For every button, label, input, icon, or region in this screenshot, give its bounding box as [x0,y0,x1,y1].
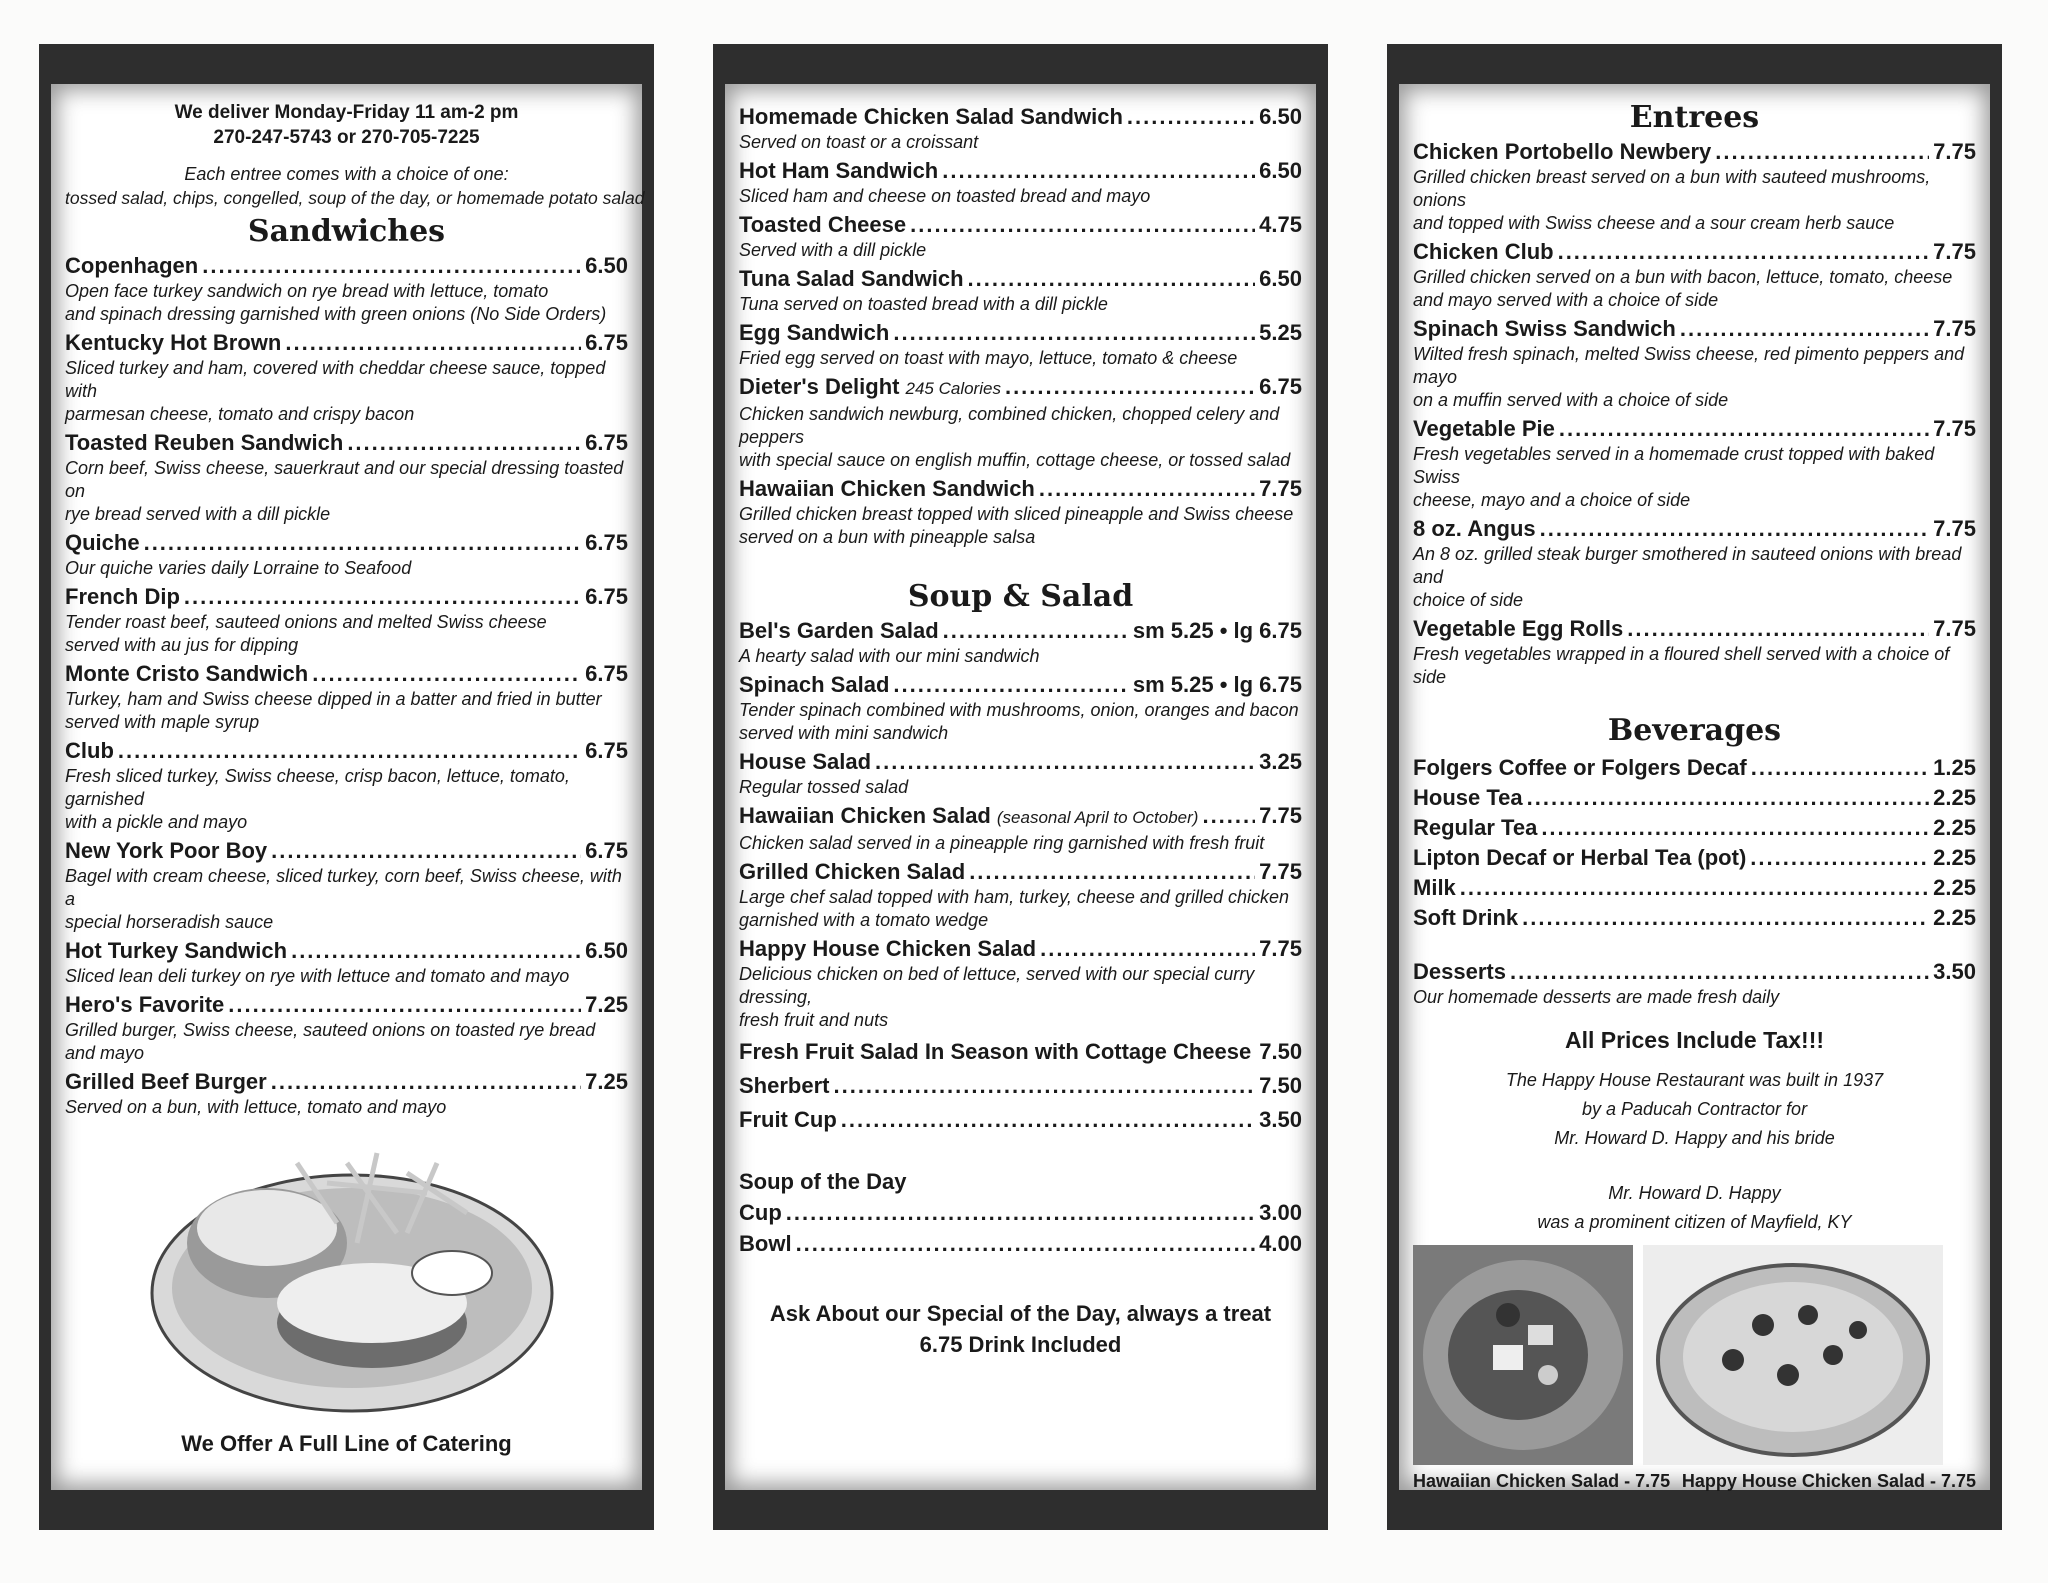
leader-dots [1680,315,1929,343]
item-price: 7.75 [1933,316,1976,341]
item-description: fresh fruit and nuts [739,1010,889,1030]
leader-dots [968,265,1256,293]
item-description: Sliced turkey and ham, covered with cheddar cheese sauce, topped with [65,358,606,401]
leader-dots [943,617,1129,645]
item-description: Chicken salad served in a pineapple ring garnished with fresh fruit [739,833,1265,853]
leader-dots [312,660,581,688]
menu-item [739,1038,1302,1066]
menu-item [1413,238,1976,312]
leader-dots [291,937,581,965]
item-name: Fresh Fruit Salad In Season with Cottage Cheese [739,1039,1252,1064]
item-description: Corn beef, Swiss cheese, sauerkraut and our special dressing toasted on [65,458,624,501]
item-name: Happy House Chicken Salad [739,936,1037,961]
photo-row [1413,1245,1976,1465]
fruit-list [739,1038,1302,1134]
item-name: Quiche [65,530,140,555]
leader-dots [841,1106,1255,1134]
delivery-phone: 270-247-5743 or 270-705-7225 [213,127,480,148]
menu-item [65,529,628,580]
menu-item [65,1068,628,1119]
item-price: 6.50 [1259,266,1302,291]
item-name: Chicken Portobello Newbery [1413,139,1712,164]
item-name: Milk [1413,875,1456,900]
item-price: 2.25 [1933,905,1976,930]
leader-dots [942,157,1255,185]
item-description: Served on a bun, with lettuce, tomato and mayo [65,1097,447,1117]
item-name: Cup [739,1200,782,1225]
item-price: 2.25 [1933,845,1976,870]
item-name: Soft Drink [1413,905,1519,930]
item-description: and mayo served with a choice of side [1413,290,1719,310]
item-name: Monte Cristo Sandwich [65,661,309,686]
item-price: 6.75 [585,584,628,609]
item-name: Club [65,738,114,763]
panel-content [1399,84,1990,1490]
menu-item [739,265,1302,316]
item-note: 245 Calories [905,379,1001,398]
item-name: Homemade Chicken Salad Sandwich [739,104,1123,129]
menu-item [739,802,1302,855]
entree-note: Each entree comes with a choice of one: [184,164,509,184]
menu-item [65,583,628,657]
menu-item [739,475,1302,549]
item-description: served on a bun with pineapple salsa [739,527,1036,547]
leader-dots [202,252,581,280]
item-name: Copenhagen [65,253,199,278]
item-name: Toasted Cheese [739,212,907,237]
item-description: Fresh vegetables served in a homemade crust topped with baked Swiss [1413,444,1935,487]
burger-photo [147,1123,557,1423]
item-name: Kentucky Hot Brown [65,330,282,355]
menu-item-desserts: Desserts ..... 3.50 Our homemade desserts are made fresh daily [1413,958,1976,1009]
item-description: served with au jus for dipping [65,635,299,655]
menu-item [739,1072,1302,1100]
item-price: 4.00 [1259,1231,1302,1256]
item-price: 3.50 [1259,1107,1302,1132]
item-price: 7.75 [1259,859,1302,884]
item-price: 2.25 [1933,785,1976,810]
menu-item [65,937,628,988]
item-name: Grilled Beef Burger [65,1069,267,1094]
item-description: Grilled chicken breast topped with sliced pineapple and Swiss cheese [739,504,1294,524]
item-price: 7.25 [585,1069,628,1094]
item-name: Grilled Chicken Salad [739,859,966,884]
item-description: served with maple syrup [65,712,260,732]
item-description: Chicken sandwich newburg, combined chicken, chopped celery and peppers [739,404,1280,447]
photo-caption-right: Happy House Chicken Salad - 7.75 [1681,1471,1976,1491]
menu-item [1413,415,1976,512]
item-description: Sliced ham and cheese on toasted bread and mayo [739,186,1151,206]
entree-list [1413,138,1976,689]
item-price: 3.25 [1259,749,1302,774]
item-description: rye bread served with a dill pickle [65,504,331,524]
menu-item [739,671,1302,745]
item-name: Hawaiian Chicken Salad [739,803,991,828]
item-name: New York Poor Boy [65,838,268,863]
leader-dots [893,319,1255,347]
item-price: 6.75 [585,738,628,763]
item-description: Grilled burger, Swiss cheese, sauteed onions on toasted rye bread and mayo [65,1020,596,1063]
menu-item [1413,904,1976,932]
menu-item [1413,138,1976,235]
leader-dots [184,583,581,611]
item-description: An 8 oz. grilled steak burger smothered in sauteed onions with bread and [1413,544,1962,587]
catering-note: We Offer A Full Line of Catering [181,1431,512,1456]
section-heading-entrees: Entrees [1629,100,1760,135]
item-price: 6.75 [1259,374,1302,399]
leader-dots [1527,784,1930,812]
menu-item [739,319,1302,370]
menu-item [1413,874,1976,902]
item-description: parmesan cheese, tomato and crispy bacon [65,404,415,424]
item-description: Fresh sliced turkey, Swiss cheese, crisp bacon, lettuce, tomato, garnished [65,766,570,809]
menu-panel-left [39,44,654,1530]
leader-dots [1559,415,1929,443]
photo-hawaiian-chicken-salad [1413,1245,1633,1465]
item-price: 2.25 [1933,815,1976,840]
leader-dots [1540,515,1930,543]
item-price: 6.75 [585,530,628,555]
item-description: A hearty salad with our mini sandwich [739,646,1040,666]
leader-dots [271,837,581,865]
item-name: Fruit Cup [739,1107,837,1132]
leader-dots [1541,814,1929,842]
item-name: Vegetable Pie [1413,416,1555,441]
beverage-list [1413,754,1976,932]
item-name: Dieter's Delight [739,374,900,399]
item-description: Fried egg served on toast with mayo, lettuce, tomato & cheese [739,348,1238,368]
leader-dots [1751,754,1929,782]
leader-dots [796,1230,1256,1258]
item-name: Bowl [739,1231,792,1256]
item-price: 7.50 [1259,1039,1303,1064]
leader-dots [271,1068,581,1096]
salad-list [739,617,1302,1032]
item-name: Hot Ham Sandwich [739,158,939,183]
item-price: 7.75 [1933,616,1976,641]
leader-dots [228,991,581,1019]
entree-note-options: tossed salad, chips, congelled, soup of the day, or homemade potato salad [65,188,645,208]
item-description: special horseradish sauce [65,912,274,932]
item-description: Regular tossed salad [739,777,909,797]
item-price: 6.50 [1259,104,1302,129]
sandwich-list-continued [739,103,1302,549]
menu-item [65,329,628,426]
item-price: 2.25 [1933,875,1976,900]
item-price: 5.25 [1259,320,1302,345]
menu-item [65,837,628,934]
item-price: 6.50 [585,253,628,278]
soup-list [739,1199,1302,1258]
item-description: Our quiche varies daily Lorraine to Seafood [65,558,412,578]
leader-dots [875,748,1255,776]
menu-item [1413,315,1976,412]
item-name: Egg Sandwich [739,320,890,345]
item-name: Sherbert [739,1073,830,1098]
item-name: Spinach Swiss Sandwich [1413,316,1676,341]
item-price: 6.50 [585,938,628,963]
drink-included: 6.75 Drink Included [919,1332,1122,1357]
item-description: choice of side [1413,590,1524,610]
item-price: 7.75 [1933,516,1976,541]
menu-item [739,1230,1302,1258]
item-name: French Dip [65,584,180,609]
item-name: Spinach Salad [739,672,890,697]
history-text: The Happy House Restaurant was built in 1937 by a Paducah Contractor for Mr. Howard D. Happy and his bride Mr. Howard D. Happy was a prominent citizen of Mayfield, KY [1505,1070,1884,1232]
leader-dots [347,429,581,457]
item-description: Served with a dill pickle [739,240,927,260]
item-name: Hot Turkey Sandwich [65,938,288,963]
item-description: Served on toast or a croissant [739,132,979,152]
soup-title: Soup of the Day [739,1169,907,1194]
item-name: Folgers Coffee or Folgers Decaf [1413,755,1747,780]
item-price: 6.75 [585,330,628,355]
item-description: Tender roast beef, sauteed onions and melted Swiss cheese [65,612,547,632]
item-description: Bagel with cream cheese, sliced turkey, corn beef, Swiss cheese, with a [65,866,622,909]
item-description: on a muffin served with a choice of side [1413,390,1729,410]
delivery-hours: We deliver Monday-Friday 11 am-2 pm [174,102,519,123]
menu-item [739,1106,1302,1134]
menu-item [739,373,1302,472]
item-name: Vegetable Egg Rolls [1413,616,1624,641]
leader-dots [1040,935,1255,963]
menu-panel-right [1387,44,2002,1530]
sandwich-list [65,252,628,1119]
item-name: House Salad [739,749,872,774]
item-price: 6.50 [1259,158,1302,183]
item-description: with special sauce on english muffin, cottage cheese, or tossed salad [739,450,1291,470]
leader-dots [1127,103,1255,131]
item-description: Grilled chicken breast served on a bun with sauteed mushrooms, onions [1413,167,1931,210]
item-price: 6.75 [585,838,628,863]
item-price: 6.75 [585,661,628,686]
section-heading-beverages: Beverages [1607,713,1782,748]
item-price: 7.75 [1259,476,1302,501]
menu-item [739,617,1302,668]
menu-item [1413,754,1976,782]
menu-item [65,429,628,526]
menu-item [1413,515,1976,612]
item-price: 7.75 [1933,139,1976,164]
leader-dots [118,737,581,765]
leader-dots [285,329,581,357]
item-name: Lipton Decaf or Herbal Tea (pot) [1413,845,1747,870]
menu-item [65,660,628,734]
menu-item [739,1199,1302,1227]
leader-dots [1202,802,1255,830]
item-price: 7.75 [1259,936,1302,961]
item-description: Delicious chicken on bed of lettuce, served with our special curry dressing, [739,964,1255,1007]
menu-item [1413,784,1976,812]
leader-dots [910,211,1255,239]
menu-item [1413,615,1976,689]
leader-dots [893,671,1128,699]
item-price: 7.50 [1259,1073,1302,1098]
leader-dots [1005,373,1255,401]
menu-item [739,157,1302,208]
item-name: Tuna Salad Sandwich [739,266,964,291]
item-name: Hero's Favorite [65,992,225,1017]
menu-item [739,103,1302,154]
menu-item [1413,844,1976,872]
item-description: Open face turkey sandwich on rye bread with lettuce, tomato [65,281,549,301]
item-price: 6.75 [585,430,628,455]
item-price: 7.75 [1259,803,1302,828]
item-description: Grilled chicken served on a bun with bacon, lettuce, tomato, cheese [1413,267,1953,287]
item-name: House Tea [1413,785,1523,810]
item-note: (seasonal April to October) [996,808,1199,827]
menu-item [739,748,1302,799]
photo-caption-left: Hawaiian Chicken Salad - 7.75 [1413,1471,1671,1491]
item-description: and topped with Swiss cheese and a sour cream herb sauce [1413,213,1895,233]
item-name: Hawaiian Chicken Sandwich [739,476,1035,501]
item-description: cheese, mayo and a choice of side [1413,490,1691,510]
leader-dots [144,529,582,557]
item-description: Wilted fresh spinach, melted Swiss cheese, red pimento peppers and mayo [1413,344,1965,387]
menu-item [739,935,1302,1032]
menu-panel-middle [713,44,1328,1530]
menu-item [65,737,628,834]
item-description: Tender spinach combined with mushrooms, onion, oranges and bacon [739,700,1299,720]
panel-content [51,84,645,1490]
item-name: Bel's Garden Salad [739,618,939,643]
menu-item [739,858,1302,932]
item-price: sm 5.25 • lg 6.75 [1132,618,1302,643]
leader-dots [786,1199,1255,1227]
item-description: Sliced lean deli turkey on rye with lettuce and tomato and mayo [65,966,570,986]
item-name: 8 oz. Angus [1413,516,1536,541]
item-name: Chicken Club [1413,239,1554,264]
leader-dots [1750,844,1929,872]
item-price: 7.75 [1933,239,1976,264]
item-price: 7.25 [585,992,628,1017]
item-description: Large chef salad topped with ham, turkey, cheese and grilled chicken [739,887,1289,907]
photo-captions [1413,1471,1976,1492]
item-price: 1.25 [1933,755,1976,780]
leader-dots [1522,904,1929,932]
section-heading-sandwiches: Sandwiches [247,214,446,249]
item-description: Turkey, ham and Swiss cheese dipped in a batter and fried in butter [65,689,602,709]
item-price: 3.00 [1259,1200,1302,1225]
special-of-day: Ask About our Special of the Day, always a treat [769,1301,1272,1326]
item-price: 4.75 [1259,212,1302,237]
leader-dots [1627,615,1929,643]
item-price: sm 5.25 • lg 6.75 [1132,672,1302,697]
menu-item [65,252,628,326]
leader-dots [833,1072,1255,1100]
panel-content [725,84,1316,1490]
leader-dots [969,858,1255,886]
item-name: Toasted Reuben Sandwich [65,430,344,455]
item-description: Tuna served on toasted bread with a dill pickle [739,294,1108,314]
item-name: Regular Tea [1413,815,1538,840]
leader-dots [1715,138,1929,166]
item-price: 7.75 [1933,416,1976,441]
tax-note: All Prices Include Tax!!! [1564,1027,1825,1053]
item-description: with a pickle and mayo [65,812,248,832]
section-heading-soup-salad: Soup & Salad [907,579,1134,614]
item-description: and spinach dressing garnished with green onions (No Side Orders) [65,304,607,324]
item-description: Fresh vegetables wrapped in a floured shell served with a choice of side [1413,644,1950,687]
menu-item [65,991,628,1065]
item-description: garnished with a tomato wedge [739,910,989,930]
leader-dots [1460,874,1929,902]
menu-item [739,211,1302,262]
menu-item [1413,814,1976,842]
leader-dots [1558,238,1930,266]
leader-dots [1039,475,1255,503]
item-description: served with mini sandwich [739,723,949,743]
photo-happy-house-chicken-salad [1643,1245,1943,1465]
